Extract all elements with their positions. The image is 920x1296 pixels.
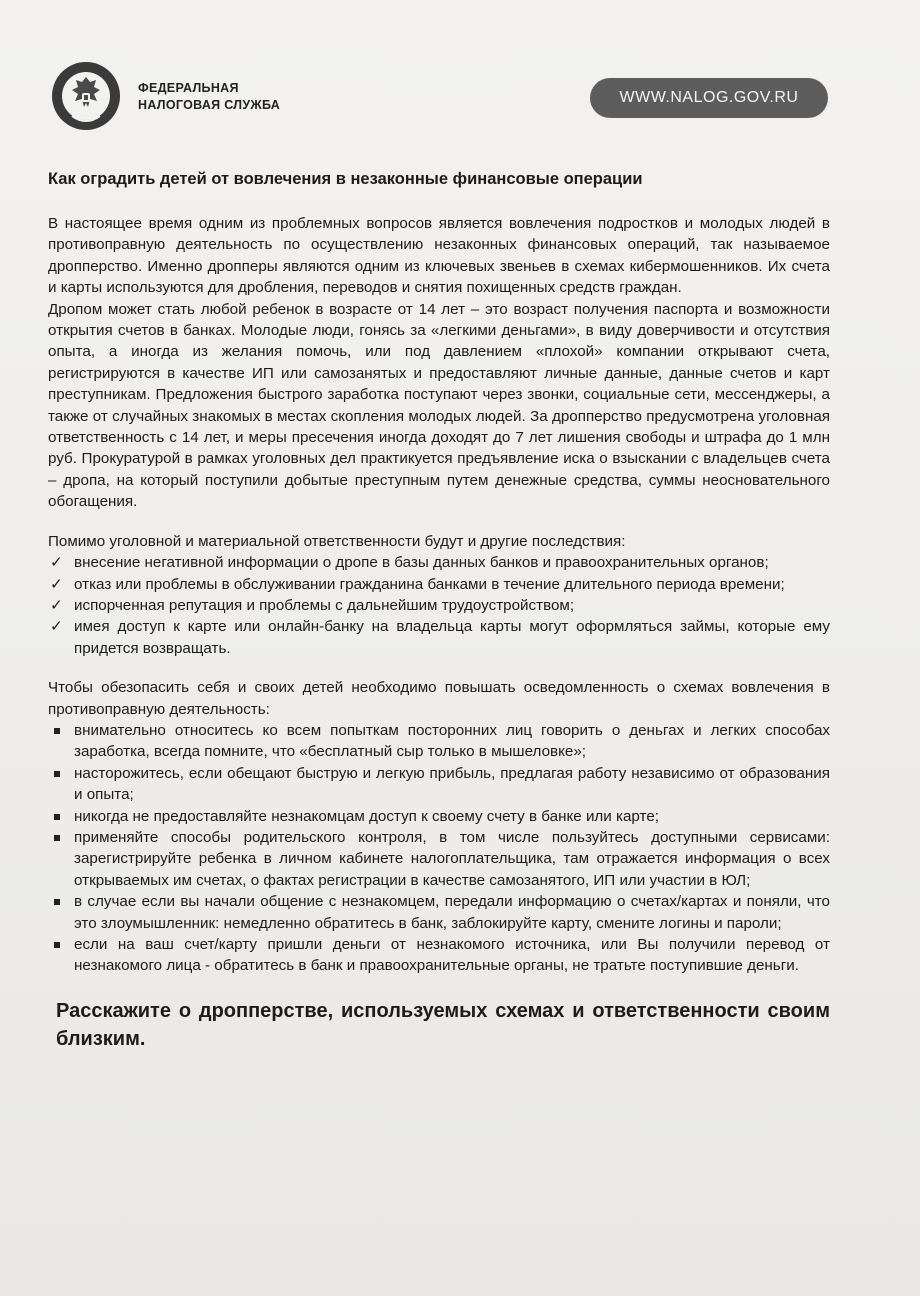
square-bullet-icon	[54, 835, 60, 841]
document-header	[50, 60, 850, 140]
list-item: ✓ отказ или проблемы в обслуживании гражданина банками в течение длительного периода времени;	[48, 574, 830, 595]
advice-intro: Чтобы обезопасить себя и своих детей необходимо повышать осведомленность о схемах вовлечения в противоправную деятельность:	[48, 679, 830, 718]
intro-paragraph: В настоящее время одним из проблемных вопросов является вовлечения подростков и молодых людей в противоправную деятельность по осуществлению незаконных финансовых операций, так называемое дропперство. Именно дропперы являются одним из ключевых звеньев в схемах кибермошенников. Их счета и карты используются для дробления, переводов и снятия похищенных средств граждан.	[48, 215, 830, 297]
square-bullet-icon	[54, 814, 60, 820]
list-item: насторожитесь, если обещают быструю и легкую прибыль, предлагая работу независимо от образования и опыта;	[48, 763, 830, 806]
advice-list	[48, 720, 830, 977]
document-body	[48, 170, 830, 1053]
square-bullet-icon	[54, 771, 60, 777]
square-bullet-icon	[54, 728, 60, 734]
fns-emblem-icon	[50, 60, 122, 132]
list-item: в случае если вы начали общение с незнакомцем, передали информацию о счетах/картах и поняли, что это злоумышленник: немедленно обратитесь в банк, заблокируйте карту, смените логины и пароли;	[48, 891, 830, 934]
consequences-intro: Помимо уголовной и материальной ответственности будут и другие последствия:	[48, 532, 626, 550]
list-item: применяйте способы родительского контроля, в том числе пользуйтесь доступными сервисами: зарегистрируйте ребенка в личном кабинете налогоплательщика, там отражается информация о всех открываемых им счетах, о фактах регистрации в качестве самозанятого, ИП или участии в ЮЛ;	[48, 827, 830, 891]
list-item: ✓ испорченная репутация и проблемы с дальнейшим трудоустройством;	[48, 595, 830, 616]
square-bullet-icon	[54, 942, 60, 948]
drop-paragraph: Дропом может стать любой ребенок в возрасте от 14 лет – это возраст получения паспорта и возможности открытия счетов в банках. Молодые люди, гонясь за «легкими деньгами», в виду доверчивости и отсутствия опыта, а иногда из желания помочь, или под давлением «плохой» компании открывают счета, регистрируются в качестве ИП или самозанятых и предоставляют личные данные, данные счетов и карт преступникам. Предложения быстрого заработка поступают через звонки, социальные сети, мессенджеры, а также от случайных знакомых в местах скопления молодых людей. За дропперство предусмотрена уголовная ответственность с 14 лет, и меры пресечения иногда доходят до 7 лет лишения свободы и штрафа до 1 млн руб. Прокуратурой в рамках уголовных дел практикуется предъявление иска о взыскании с владельцев счета – дропа, на который поступили добытые преступным путем денежные средства, суммы неосновательного обогащения.	[48, 300, 830, 511]
org-name-line1: ФЕДЕРАЛЬНАЯ	[138, 81, 239, 95]
organization-name	[138, 80, 280, 114]
consequences-list	[48, 552, 830, 659]
checkmark-icon: ✓	[50, 596, 63, 614]
list-item: внимательно относитесь ко всем попыткам посторонних лиц говорить о деньгах и легких способах заработка, всегда помните, что «бесплатный сыр только в мышеловке»;	[48, 720, 830, 763]
list-item: ✓ имея доступ к карте или онлайн-банку на владельца карты могут оформляться займы, которые ему придется возвращать.	[50, 618, 830, 657]
org-name-line2: НАЛОГОВАЯ СЛУЖБА	[138, 98, 281, 112]
checkmark-icon: ✓	[50, 618, 63, 636]
checkmark-icon: ✓	[50, 554, 63, 572]
list-item: если на ваш счет/карту пришли деньги от незнакомого источника, или Вы получили перевод от незнакомого лица - обратитесь в банк и правоохранительные органы, не тратьте поступившие деньги.	[48, 934, 830, 977]
document-title: Как оградить детей от вовлечения в незаконные финансовые операции	[48, 170, 643, 188]
square-bullet-icon	[54, 899, 60, 905]
website-badge: WWW.NALOG.GOV.RU	[590, 78, 828, 118]
list-item: ✓ внесение негативной информации о дропе в базы данных банков и правоохранительных органов;	[48, 552, 830, 573]
checkmark-icon: ✓	[50, 575, 63, 593]
list-item: никогда не предоставляйте незнакомцам доступ к своему счету в банке или карте;	[48, 806, 830, 827]
closing-call-to-action: Расскажите о дропперстве, используемых схемах и ответственности своим близким.	[56, 999, 830, 1050]
